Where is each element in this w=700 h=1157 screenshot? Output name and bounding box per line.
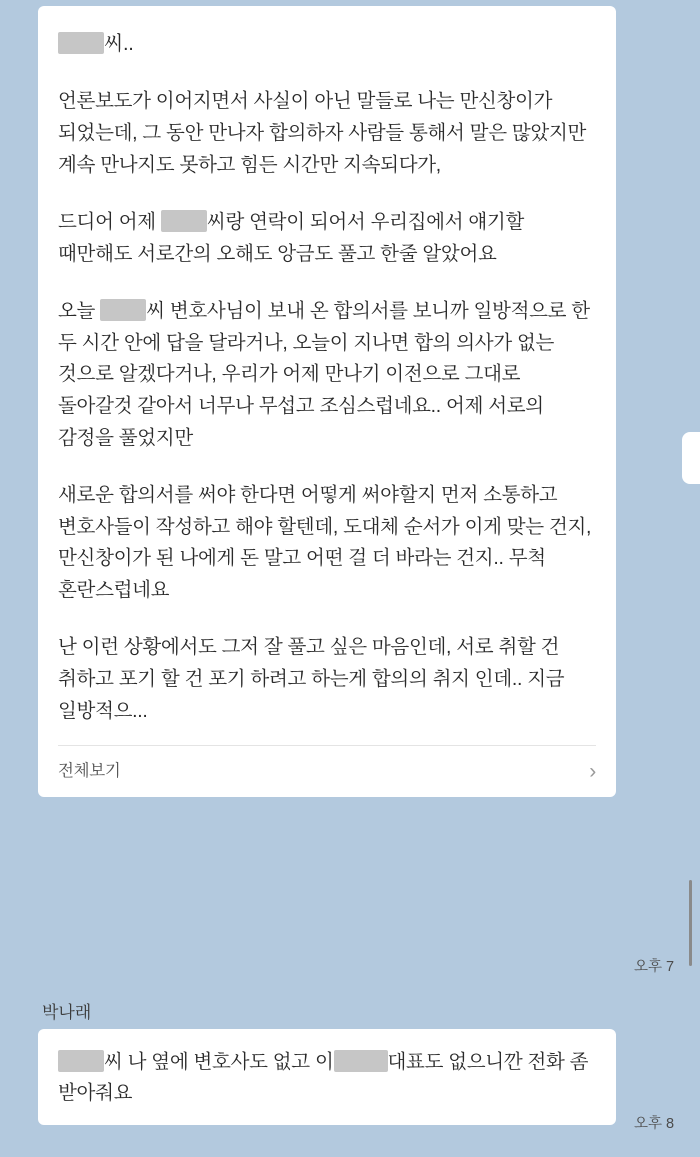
paragraph-3-part-a: 오늘: [58, 300, 101, 323]
message-paragraph-4: [58, 480, 596, 606]
chat-bubble-incoming[interactable]: [38, 6, 616, 797]
scrollbar[interactable]: [689, 880, 692, 966]
message-timestamp: 오후 7: [634, 959, 675, 975]
adjacent-bubble-sliver: [682, 432, 700, 484]
chevron-right-icon: ›: [589, 760, 596, 784]
message-paragraph-5: 난 이런 상황에서도 그저 잘 풀고 싶은 마음인데, 서로 취할 건 취하고 포기 할 건 포기 하려고 하는게 합의의 취지 인데.. 지금 일방적으...: [58, 636, 565, 722]
paragraph-2-part-a: 드디어 어제: [58, 211, 161, 234]
greeting-text: 씨..: [104, 33, 134, 55]
message-paragraph-2: [58, 207, 596, 270]
greeting-line: [58, 28, 596, 60]
redaction-block: [100, 299, 146, 321]
message-2-part-b: 대표도 없으니깐 전화 좀 받아줘요: [58, 1051, 589, 1105]
expand-message-row[interactable]: [58, 745, 596, 785]
paragraph-4-line-2: 변호사들이 작성하고 해야 할텐데, 도대체 순서가 이게 맞는 건지, 만신창이가 된 나에게 돈 말고 어떤 걸 더 바라는 건지.. 무척 혼란스럽네요: [58, 515, 592, 601]
message-paragraph-3: [58, 296, 596, 454]
redaction-block: [58, 1050, 104, 1072]
chat-bubble-incoming-2[interactable]: [38, 1029, 616, 1125]
message-paragraph-1: 언론보도가 이어지면서 사실이 아닌 말들로 나는 만신창이가 되었는데, 그 동안 만나자 합의하자 사람들 통해서 말은 많았지만 계속 만나지도 못하고 힘든 시간만 지속되다가,: [58, 90, 587, 176]
expand-message-label: 전체보기: [58, 762, 121, 781]
message-timestamp-2: 오후 8: [634, 1116, 675, 1132]
message-block-second: [38, 998, 638, 1125]
message-block-first: [38, 6, 616, 797]
redaction-block: [334, 1050, 388, 1072]
paragraph-2-part-b: 씨랑 연락이 되어서 우리집에서 얘기할 때만해도 서로간의 오해도 앙금도 풀고 한줄 알았어요: [58, 211, 524, 265]
message-2-part-a: 씨 나 옆에 변호사도 없고 이: [104, 1051, 334, 1073]
sender-name: 박나래: [42, 1003, 92, 1022]
paragraph-4-line-1: 새로운 합의서를 써야 한다면 어떻게 써야할지 먼저 소통하고: [58, 484, 558, 507]
redaction-block: [58, 32, 104, 54]
paragraph-3-part-b: 씨 변호사님이 보내 온 합의서를 보니까 일방적으로 한 두 시간 안에 답을 달라거나, 오늘이 지나면 합의 의사가 없는 것으로 알겠다거나, 우리가 어제 만나기 이전으로 그대로 돌아갈것 같아서 너무나 무섭고 조심스럽네요.. 어제 서로의 감정을 풀었지만: [58, 300, 590, 449]
redaction-block: [161, 210, 207, 232]
